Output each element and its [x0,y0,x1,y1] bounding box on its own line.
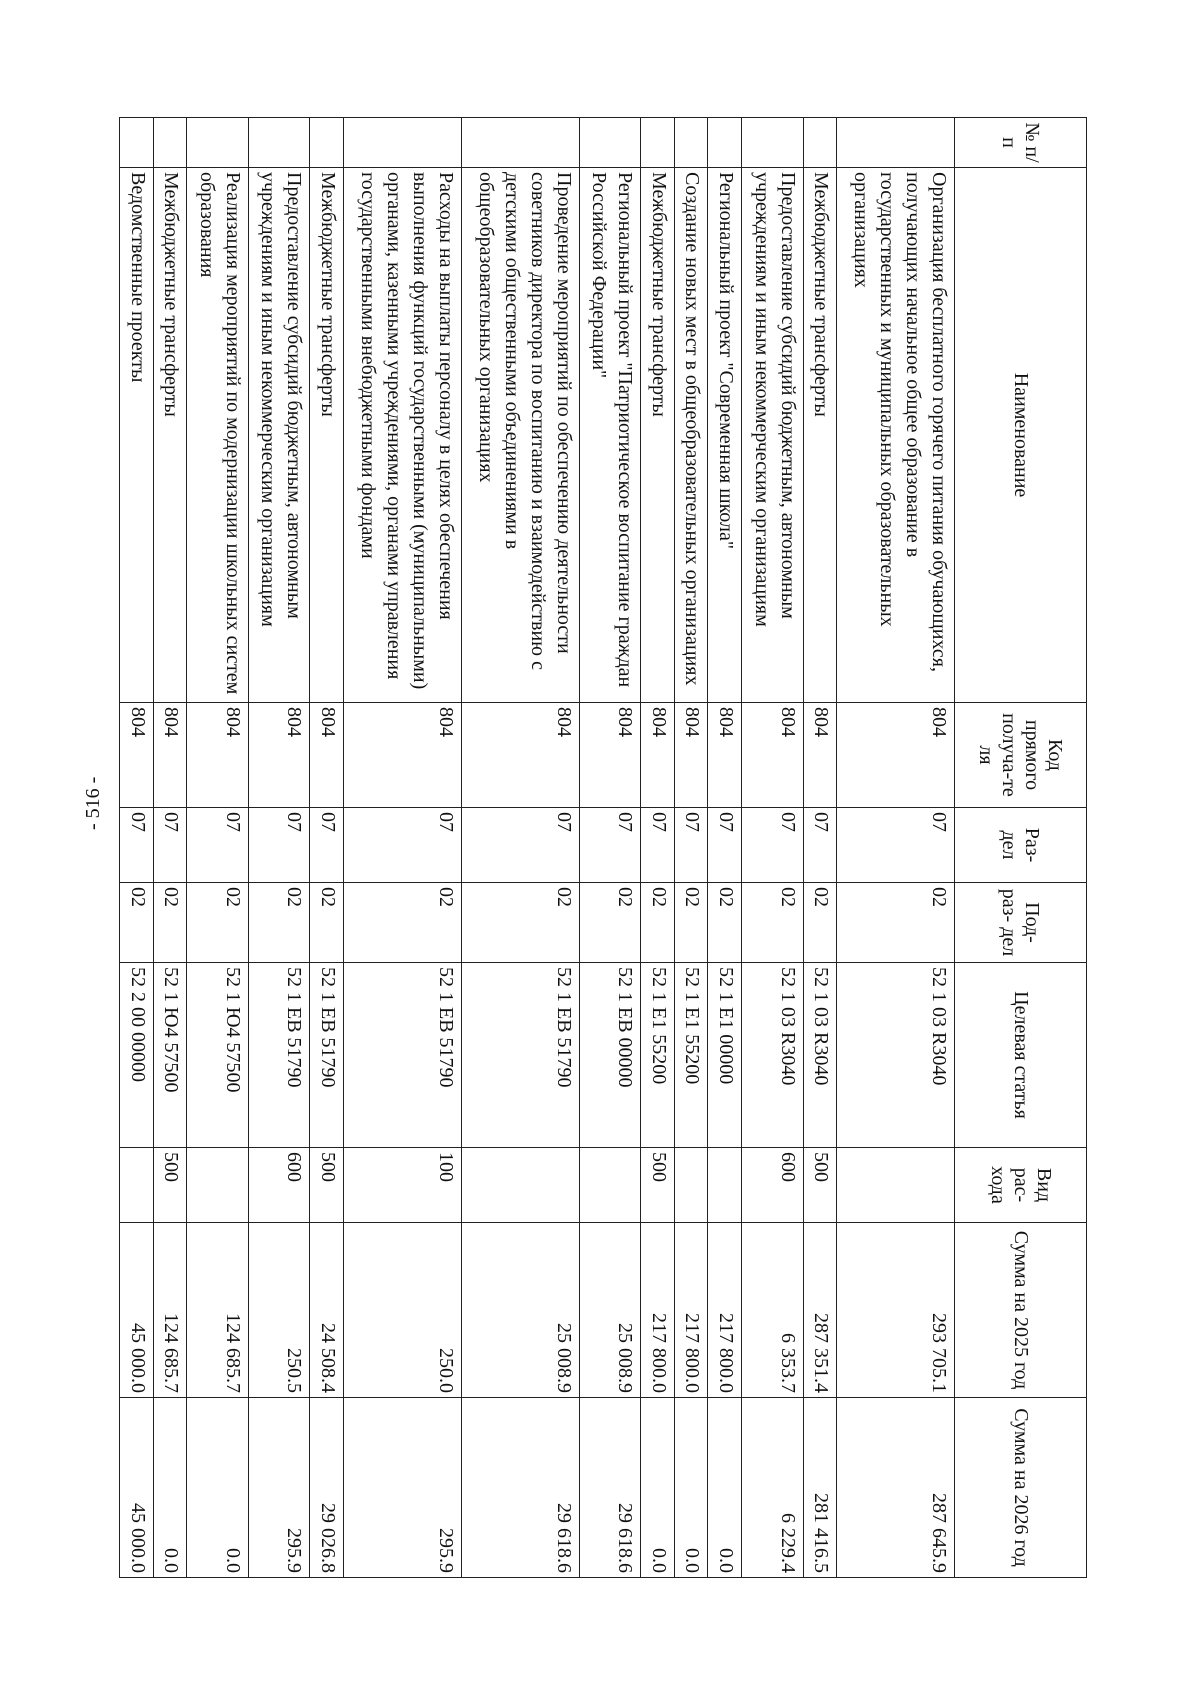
cell-sum2026: 295.9 [343,1398,461,1578]
cell-name: Предоставление субсидий бюджетным, автономным учреждениям и иным некоммерческим организациям [741,168,803,703]
cell-sum2025: 24 508.4 [310,1223,344,1398]
cell-kod: 804 [674,703,708,808]
cell-name: Региональный проект "Современная школа" [708,168,742,703]
cell-sum2025: 217 800.0 [708,1223,742,1398]
cell-no [461,118,579,168]
cell-name: Региональный проект "Патриотическое воспитание граждан Российской Федерации" [579,168,641,703]
cell-podrazdel: 02 [579,883,641,963]
cell-sum2025: 217 800.0 [641,1223,675,1398]
cell-no [248,118,310,168]
cell-celevaya: 52 1 03 R3040 [803,963,837,1148]
table-row [461,118,579,1578]
header-celevaya: Целевая статья [955,963,1087,1148]
cell-sum2026: 0.0 [153,1398,187,1578]
budget-table-container [119,117,1087,1577]
cell-razdel: 07 [120,808,154,883]
cell-podrazdel: 02 [837,883,955,963]
cell-vid: 500 [310,1148,344,1223]
cell-vid [120,1148,154,1223]
cell-sum2025: 287 351.4 [803,1223,837,1398]
cell-razdel: 07 [837,808,955,883]
cell-celevaya: 52 1 E1 55200 [674,963,708,1148]
table-row [120,118,154,1578]
cell-sum2026: 29 618.6 [461,1398,579,1578]
cell-name: Проведение мероприятий по обеспечению деятельности советников директора по воспитанию и взаимодействию с детскими общественными объединениями в общеобразовательных организациях [461,168,579,703]
cell-sum2026: 0.0 [641,1398,675,1578]
cell-name: Реализация мероприятий по модернизации школьных систем образования [187,168,249,703]
cell-vid: 100 [343,1148,461,1223]
cell-no [579,118,641,168]
table-row [153,118,187,1578]
cell-vid [461,1148,579,1223]
cell-name: Расходы на выплаты персоналу в целях обеспечения выполнения функций государственными (муниципальными) органами, казенными учреждениями, органами управления государственными внебюджетными фондами [343,168,461,703]
cell-sum2025: 250.0 [343,1223,461,1398]
cell-name: Создание новых мест в общеобразовательных организациях [674,168,708,703]
cell-podrazdel: 02 [343,883,461,963]
cell-sum2025: 124 685.7 [153,1223,187,1398]
cell-vid [708,1148,742,1223]
cell-no [741,118,803,168]
cell-celevaya: 52 1 E1 00000 [708,963,742,1148]
cell-name: Межбюджетные трансферты [803,168,837,703]
cell-no [674,118,708,168]
cell-sum2025: 6 353.7 [741,1223,803,1398]
cell-celevaya: 52 1 EB 00000 [579,963,641,1148]
table-row [708,118,742,1578]
cell-vid: 600 [741,1148,803,1223]
header-kod: Код прямого получа-те ля [955,703,1087,808]
cell-vid: 500 [153,1148,187,1223]
cell-sum2026: 45 000.0 [120,1398,154,1578]
cell-razdel: 07 [343,808,461,883]
cell-no [153,118,187,168]
cell-podrazdel: 02 [120,883,154,963]
cell-sum2025: 25 008.9 [579,1223,641,1398]
cell-kod: 804 [641,703,675,808]
cell-razdel: 07 [187,808,249,883]
cell-kod: 804 [248,703,310,808]
table-row [674,118,708,1578]
cell-kod: 804 [461,703,579,808]
cell-sum2025: 217 800.0 [674,1223,708,1398]
cell-name: Межбюджетные трансферты [641,168,675,703]
table-header-row [955,118,1087,1578]
cell-sum2026: 6 229.4 [741,1398,803,1578]
cell-razdel: 07 [741,808,803,883]
cell-name: Организация бесплатного горячего питания обучающихся, получающих начальное общее образование в государственных и муниципальных образовательных организациях [837,168,955,703]
table-row [641,118,675,1578]
cell-kod: 804 [343,703,461,808]
cell-celevaya: 52 1 EB 51790 [310,963,344,1148]
table-row [741,118,803,1578]
cell-sum2025: 250.5 [248,1223,310,1398]
cell-no [641,118,675,168]
cell-podrazdel: 02 [461,883,579,963]
cell-kod: 804 [708,703,742,808]
table-row [837,118,955,1578]
cell-razdel: 07 [461,808,579,883]
cell-sum2026: 29 618.6 [579,1398,641,1578]
cell-name: Ведомственные проекты [120,168,154,703]
cell-kod: 804 [153,703,187,808]
cell-name: Межбюджетные трансферты [153,168,187,703]
cell-podrazdel: 02 [310,883,344,963]
cell-celevaya: 52 1 EB 51790 [248,963,310,1148]
header-razdel: Раз- дел [955,808,1087,883]
cell-sum2026: 0.0 [674,1398,708,1578]
cell-celevaya: 52 1 03 R3040 [741,963,803,1148]
cell-name: Межбюджетные трансферты [310,168,344,703]
cell-razdel: 07 [803,808,837,883]
cell-kod: 804 [579,703,641,808]
cell-sum2025: 25 008.9 [461,1223,579,1398]
cell-no [837,118,955,168]
cell-podrazdel: 02 [641,883,675,963]
cell-sum2025: 293 705.1 [837,1223,955,1398]
cell-kod: 804 [120,703,154,808]
table-row [803,118,837,1578]
page-number: - 516 - [82,776,104,830]
cell-podrazdel: 02 [708,883,742,963]
cell-no [310,118,344,168]
cell-razdel: 07 [641,808,675,883]
cell-podrazdel: 02 [187,883,249,963]
cell-no [708,118,742,168]
cell-vid: 600 [248,1148,310,1223]
cell-sum2025: 124 685.7 [187,1223,249,1398]
header-no: № п/п [955,118,1087,168]
table-row [248,118,310,1578]
cell-celevaya: 52 1 Ю4 57500 [187,963,249,1148]
cell-name: Предоставление субсидий бюджетным, автономным учреждениям и иным некоммерческим организациям [248,168,310,703]
cell-no [120,118,154,168]
cell-no [187,118,249,168]
header-sum2026: Сумма на 2026 год [955,1398,1087,1578]
cell-sum2026: 295.9 [248,1398,310,1578]
table-row [579,118,641,1578]
header-name: Наименование [955,168,1087,703]
table-row [187,118,249,1578]
cell-no [803,118,837,168]
cell-podrazdel: 02 [248,883,310,963]
header-podrazdel: Под- раз- дел [955,883,1087,963]
cell-sum2026: 0.0 [708,1398,742,1578]
cell-celevaya: 52 2 00 00000 [120,963,154,1148]
cell-celevaya: 52 1 Ю4 57500 [153,963,187,1148]
cell-vid [579,1148,641,1223]
cell-celevaya: 52 1 EB 51790 [343,963,461,1148]
cell-celevaya: 52 1 EB 51790 [461,963,579,1148]
cell-no [343,118,461,168]
cell-razdel: 07 [310,808,344,883]
cell-celevaya: 52 1 03 R3040 [837,963,955,1148]
cell-kod: 804 [741,703,803,808]
table-body [120,118,955,1578]
cell-celevaya: 52 1 E1 55200 [641,963,675,1148]
header-sum2025: Сумма на 2025 год [955,1223,1087,1398]
cell-vid: 500 [803,1148,837,1223]
cell-vid [837,1148,955,1223]
cell-razdel: 07 [708,808,742,883]
cell-kod: 804 [310,703,344,808]
cell-razdel: 07 [248,808,310,883]
cell-podrazdel: 02 [741,883,803,963]
cell-sum2026: 287 645.9 [837,1398,955,1578]
cell-vid [187,1148,249,1223]
cell-podrazdel: 02 [803,883,837,963]
cell-podrazdel: 02 [674,883,708,963]
header-vid: Вид рас- хода [955,1148,1087,1223]
cell-razdel: 07 [153,808,187,883]
budget-table [119,117,1087,1578]
cell-sum2025: 45 000.0 [120,1223,154,1398]
table-row [343,118,461,1578]
table-row [310,118,344,1578]
cell-razdel: 07 [674,808,708,883]
cell-sum2026: 281 416.5 [803,1398,837,1578]
cell-sum2026: 29 026.8 [310,1398,344,1578]
cell-razdel: 07 [579,808,641,883]
cell-vid: 500 [641,1148,675,1223]
cell-vid [674,1148,708,1223]
cell-kod: 804 [803,703,837,808]
cell-kod: 804 [837,703,955,808]
cell-sum2026: 0.0 [187,1398,249,1578]
cell-podrazdel: 02 [153,883,187,963]
cell-kod: 804 [187,703,249,808]
